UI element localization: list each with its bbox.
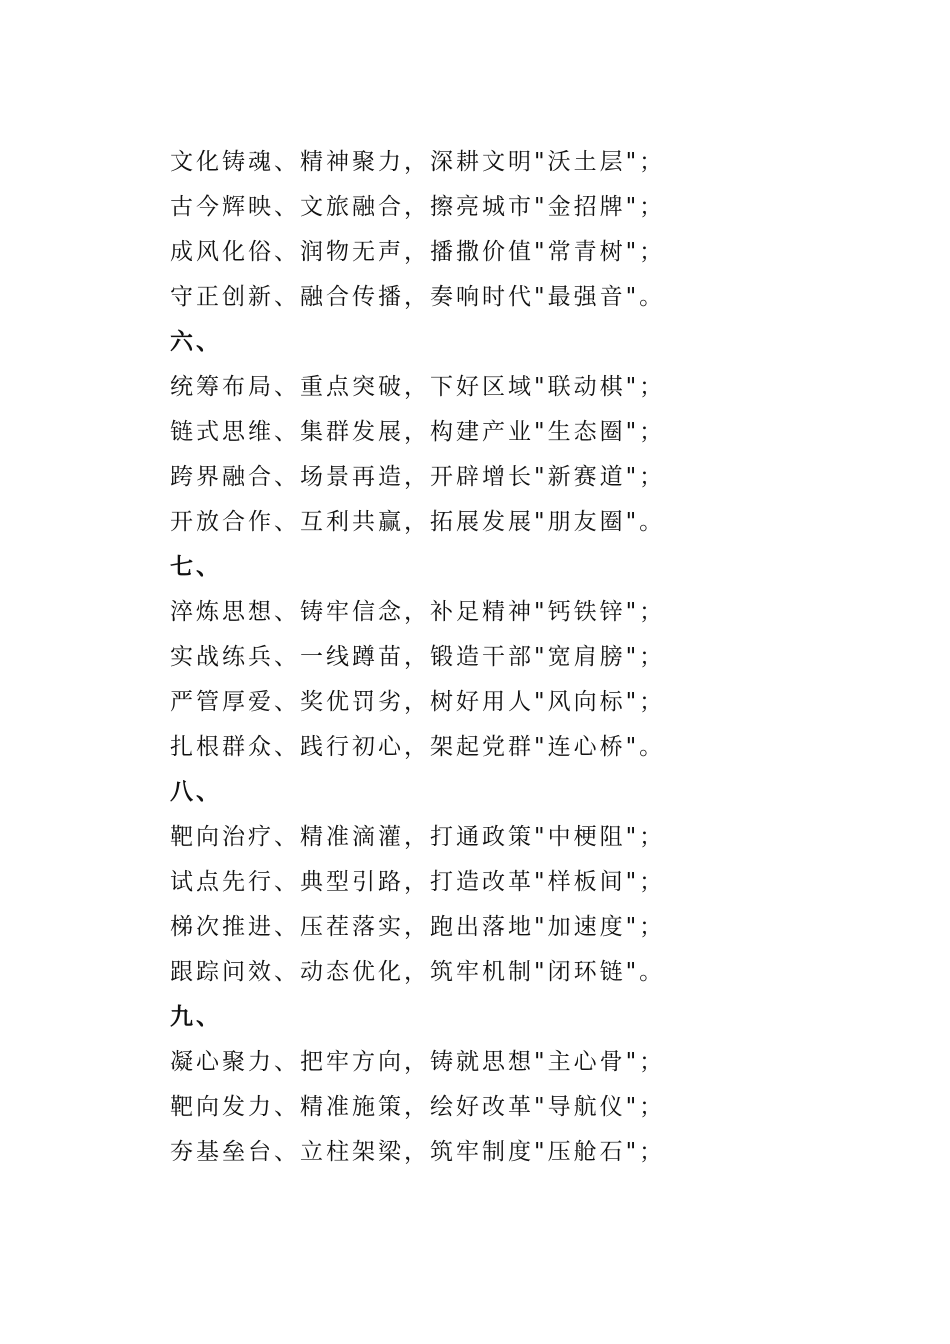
text-line: 扎根群众、践行初心，架起党群"连心桥"。 [170, 734, 666, 760]
text-line: 文化铸魂、精神聚力，深耕文明"沃土层"； [170, 149, 666, 175]
section-heading: 八、 [170, 779, 222, 805]
text-line: 成风化俗、润物无声，播撒价值"常青树"； [170, 239, 666, 265]
text-line: 守正创新、融合传播，奏响时代"最强音"。 [170, 284, 666, 310]
section-heading: 七、 [170, 554, 222, 580]
text-line: 梯次推进、压茬落实，跑出落地"加速度"； [170, 914, 666, 940]
text-line: 靶向发力、精准施策，绘好改革"导航仪"； [170, 1094, 666, 1120]
text-line: 试点先行、典型引路，打造改革"样板间"； [170, 869, 666, 895]
text-line: 跨界融合、场景再造，开辟增长"新赛道"； [170, 464, 666, 490]
text-line: 链式思维、集群发展，构建产业"生态圈"； [170, 419, 666, 445]
section-heading: 六、 [170, 329, 222, 355]
text-line: 开放合作、互利共赢，拓展发展"朋友圈"。 [170, 509, 666, 535]
text-line: 夯基垒台、立柱架梁，筑牢制度"压舱石"； [170, 1139, 666, 1165]
text-line: 统筹布局、重点突破，下好区域"联动棋"； [170, 374, 666, 400]
section-heading: 九、 [170, 1004, 222, 1030]
text-line: 实战练兵、一线蹲苗，锻造干部"宽肩膀"； [170, 644, 666, 670]
document-body [170, 140, 870, 1175]
text-line: 靶向治疗、精准滴灌，打通政策"中梗阻"； [170, 824, 666, 850]
text-line: 淬炼思想、铸牢信念，补足精神"钙铁锌"； [170, 599, 666, 625]
text-line: 古今辉映、文旅融合，擦亮城市"金招牌"； [170, 194, 666, 220]
text-line: 严管厚爱、奖优罚劣，树好用人"风向标"； [170, 689, 666, 715]
text-line: 凝心聚力、把牢方向，铸就思想"主心骨"； [170, 1049, 666, 1075]
text-line: 跟踪问效、动态优化，筑牢机制"闭环链"。 [170, 959, 666, 985]
